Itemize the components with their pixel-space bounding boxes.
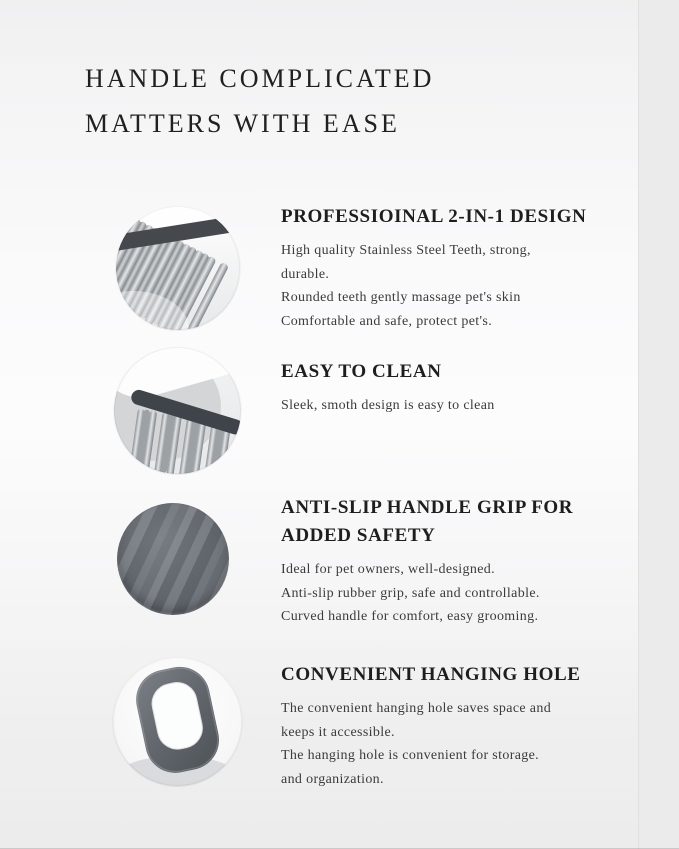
- feature-heading-line: PROFESSIOINAL 2-IN-1 DESIGN: [281, 206, 587, 227]
- feature-body: [281, 697, 621, 791]
- rubber-grip-texture-photo: [117, 503, 229, 615]
- feature-body-line: Sleek, smoth design is easy to clean: [281, 398, 495, 413]
- feature-body-line: High quality Stainless Steel Teeth, strong,: [281, 243, 531, 258]
- smooth-comb-icon: [113, 346, 242, 475]
- feature-body-line: Ideal for pet owners, well-designed.: [281, 562, 495, 577]
- feature-body: [281, 394, 621, 418]
- feature-body: [281, 558, 621, 629]
- feature-heading-line: ADDED SAFETY: [281, 525, 436, 546]
- page-title-line-1: HANDLE COMPLICATED: [85, 64, 435, 93]
- feature-body-line: Anti-slip rubber grip, safe and controllable.: [281, 585, 540, 601]
- feature-body: [281, 239, 621, 333]
- smooth-comb-closeup-photo: [113, 346, 242, 475]
- feature-heading: [281, 494, 621, 550]
- feature-body-line: durable.: [281, 266, 330, 282]
- feature-text-anti-slip-grip: [281, 494, 621, 629]
- feature-heading-line: ANTI-SLIP HANDLE GRIP FOR: [281, 497, 574, 518]
- feature-heading: [281, 358, 621, 386]
- feature-text-hanging-hole: [281, 661, 621, 791]
- feature-text-professional-design: [281, 203, 621, 333]
- feature-body-line: keeps it accessible.: [281, 724, 395, 740]
- page-title-line-2: MATTERS WITH EASE: [85, 109, 400, 138]
- feature-heading: [281, 203, 621, 231]
- feature-body-line: The convenient hanging hole saves space and: [281, 701, 552, 716]
- feature-body-line: The hanging hole is convenient for storage.: [281, 748, 540, 763]
- feature-heading: [281, 661, 621, 689]
- feature-body-line: Rounded teeth gently massage pet's skin: [281, 290, 521, 305]
- hanging-hole-icon: [112, 656, 243, 787]
- right-page-gutter: [638, 0, 679, 849]
- feature-body-line: Curved handle for comfort, easy grooming.: [281, 609, 539, 624]
- hanging-hole-closeup-photo: [112, 656, 243, 787]
- feature-heading-line: EASY TO CLEAN: [281, 361, 442, 382]
- feature-body-line: Comfortable and safe, protect pet's.: [281, 313, 493, 329]
- comb-teeth-icon: [115, 205, 241, 331]
- steel-teeth-closeup-photo: [115, 205, 241, 331]
- feature-heading-line: CONVENIENT HANGING HOLE: [281, 664, 581, 685]
- feature-text-easy-to-clean: [281, 358, 621, 418]
- page-title: [85, 56, 434, 146]
- feature-body-line: and organization.: [281, 771, 384, 787]
